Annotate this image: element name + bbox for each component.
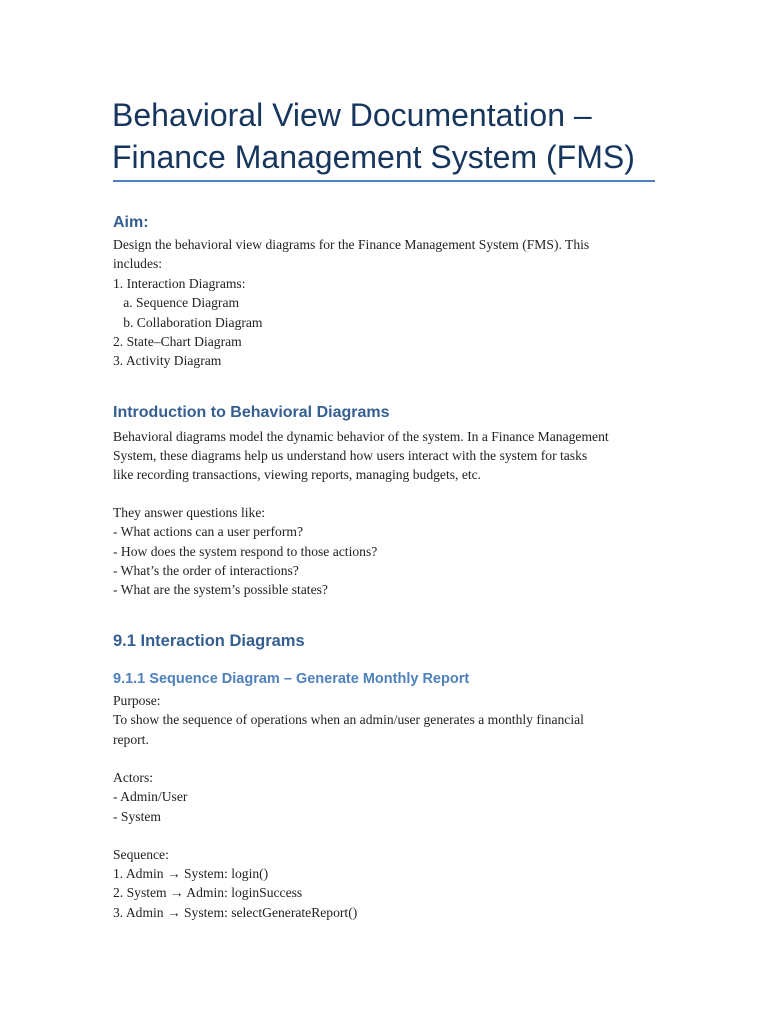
intro-line: like recording transactions, viewing reports, managing budgets, etc. [113, 467, 482, 482]
actors-line: Actors: [113, 770, 154, 785]
actors-line: - Admin/User [113, 789, 188, 804]
aim-line: 3. Activity Diagram [113, 353, 222, 368]
section-heading: 9.1 Interaction Diagrams [113, 632, 305, 650]
subsection-heading: 9.1.1 Sequence Diagram – Generate Monthly Report [113, 671, 470, 687]
document-title-line-2: Finance Management System (FMS) [112, 139, 635, 175]
question-line: - What are the system’s possible states? [113, 582, 328, 597]
aim-line: includes: [113, 256, 163, 271]
purpose-line: report. [113, 732, 149, 747]
question-line: - What actions can a user perform? [113, 524, 303, 539]
purpose-line: Purpose: [113, 693, 161, 708]
question-line: - What’s the order of interactions? [113, 563, 299, 578]
aim-line: 2. State–Chart Diagram [113, 334, 242, 349]
document-title-line-1: Behavioral View Documentation – [112, 97, 592, 133]
aim-line: b. Collaboration Diagram [113, 315, 263, 330]
question-line: - How does the system respond to those actions? [113, 544, 378, 559]
aim-line: Design the behavioral view diagrams for the Finance Management System (FMS). This [113, 237, 590, 252]
question-line: They answer questions like: [113, 505, 266, 520]
sequence-line: 2. System → Admin: loginSuccess [113, 885, 303, 900]
actors-line: - System [113, 809, 161, 824]
intro-line: System, these diagrams help us understand how users interact with the system for tasks [113, 448, 588, 463]
intro-line: Behavioral diagrams model the dynamic behavior of the system. In a Finance Management [113, 429, 609, 444]
aim-heading: Aim: [113, 214, 149, 231]
sequence-line: 3. Admin → System: selectGenerateReport() [113, 905, 358, 920]
sequence-line: Sequence: [113, 847, 169, 862]
purpose-line: To show the sequence of operations when an admin/user generates a monthly financial [113, 712, 584, 727]
aim-line: 1. Interaction Diagrams: [113, 276, 246, 291]
sequence-line: 1. Admin → System: login() [113, 866, 269, 881]
aim-line: a. Sequence Diagram [113, 295, 240, 310]
intro-heading: Introduction to Behavioral Diagrams [113, 404, 390, 421]
title-underline [113, 180, 655, 182]
